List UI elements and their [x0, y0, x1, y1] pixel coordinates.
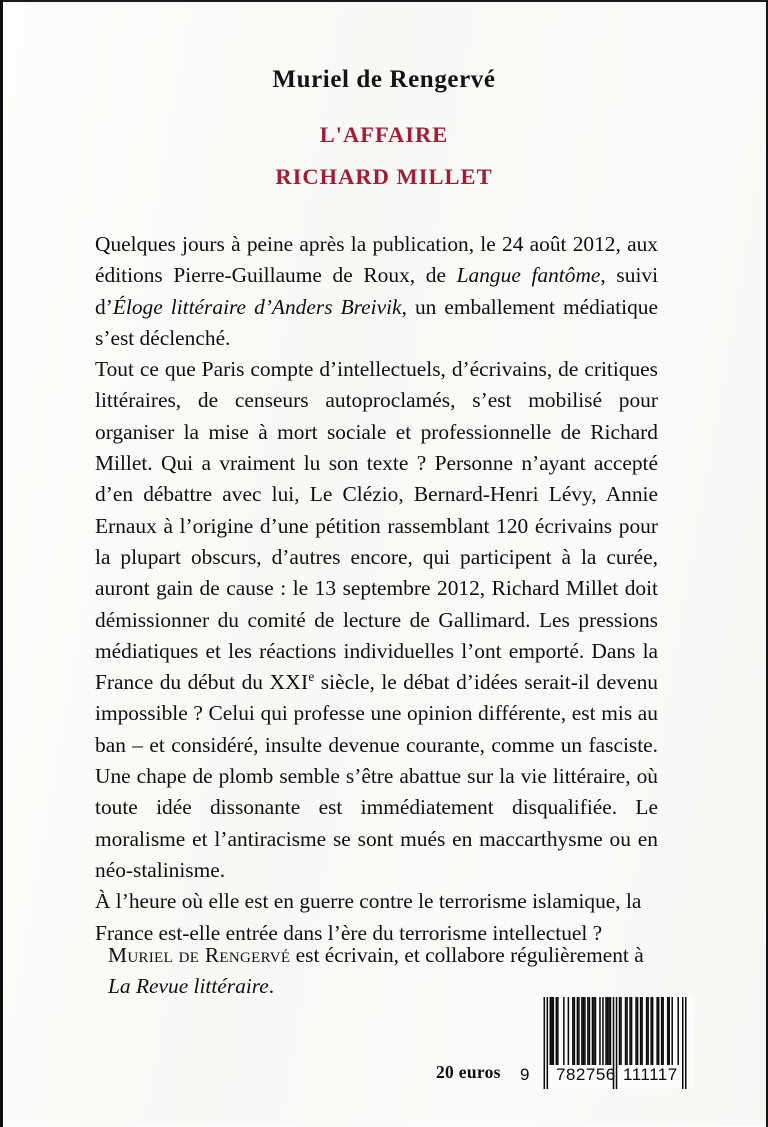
barcode-lead-digit: 9 [520, 1065, 530, 1084]
blurb-paragraph-2: Tout ce que Paris compte d’intellectuels, d’écrivains, de critiques littéraires, de censeurs autoproclamés, s’est mobilisé pour organiser la mise à mort sociale et professionnelle de Richard Millet. Qui a vraiment lu son texte ? Personne n’ayant accepté d’en débattre avec lui, Le Clézio, Bernard-Henri Lévy, Annie Ernaux à l’origine d’une pétition rassemblant 120 écrivains pour la plupart obscurs, d’autres encore, qui participent à la curée, auront gain de cause : le 13 septembre 2012, Richard Millet doit démissionner du comité de lecture de Gallimard. Les pressions médiatiques et les réactions individuelles l’ont emporté. Dans la France du début du XXIe siècle, le débat d’idées serait-il devenu impossible ? Celui qui professe une opinion différente, est mis au ban – et considéré, insulte devenue courante, comme un fasciste. Une chape de plomb semble s’être abattue sur la vie littéraire, où toute idée dissonante est immédiatement disqualifiée. Le moralisme et l’antiracisme se sont mués en maccarthysme ou en néo-stalinisme. [95, 357, 658, 882]
author-biography-note [108, 940, 660, 1003]
barcode-left-group: 782756 [556, 1065, 616, 1084]
author-note-text: Muriel de Rengervé est écrivain, et collabore régulièrement à La Revue littéraire. [108, 943, 644, 999]
price-label: 20 euros [436, 1062, 501, 1082]
title-line-1: L'AFFAIRE [319, 122, 449, 147]
book-title [0, 114, 768, 198]
blurb-text [95, 229, 658, 949]
barcode-digits [520, 1065, 694, 1089]
blurb-paragraph-1: Quelques jours à peine après la publication, le 24 août 2012, aux éditions Pierre-Guillaume de Roux, de Langue fantôme, suivi d’Éloge littéraire d’Anders Breivik, un emballement médiatique s’est déclenché. [95, 232, 659, 350]
blurb-paragraph-3: À l’heure où elle est en guerre contre le terrorisme islamique, la France est-elle entrée dans l’ère du terrorisme intellectuel ? [95, 889, 642, 945]
author-name-heading: Muriel de Rengervé [272, 66, 496, 93]
ean13-barcode [520, 997, 694, 1089]
title-line-2: RICHARD MILLET [275, 164, 493, 189]
barcode-right-group: 111117 [623, 1065, 678, 1084]
